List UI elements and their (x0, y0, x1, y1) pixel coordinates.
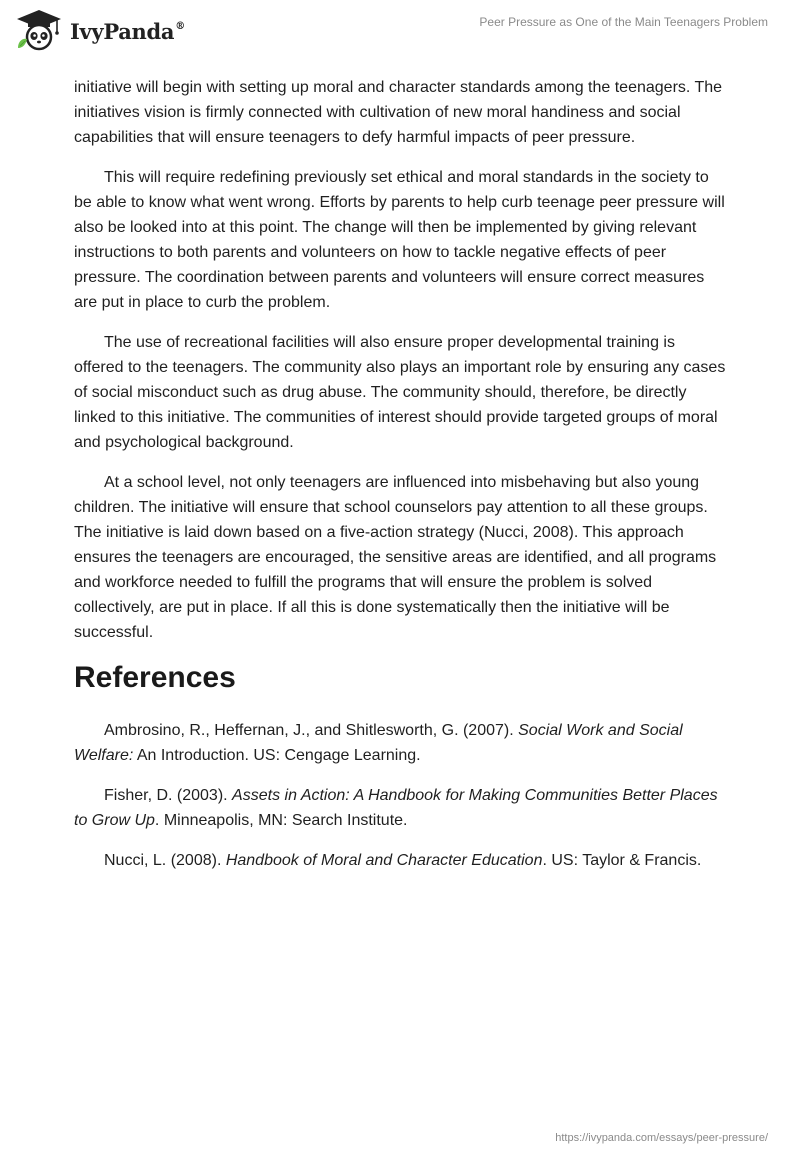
reference-publisher: . US: Taylor & Francis. (542, 852, 702, 869)
panda-graduate-icon (14, 8, 64, 52)
reference-item (74, 718, 726, 768)
reference-title: Assets in Action: A Handbook for Making Communities Better Places to Grow Up (74, 787, 718, 829)
reference-authors: Ambrosino, R., Heffernan, J., and Shitlesworth, G. (2007). (104, 722, 519, 739)
ivypanda-logo[interactable] (14, 8, 185, 52)
body-paragraph: initiative will begin with setting up moral and character standards among the teenagers. The initiatives vision is firmly connected with cultivation of new moral handiness and social capabilities that will ensure teenagers to defy harmful impacts of peer pressure. (74, 79, 723, 146)
document-body (74, 75, 726, 888)
reference-title: Handbook of Moral and Character Education (225, 852, 543, 869)
source-url-link[interactable]: https://ivypanda.com/essays/peer-pressure/ (555, 1132, 768, 1144)
reference-authors: Nucci, L. (2008). (104, 852, 226, 869)
document-title: Peer Pressure as One of the Main Teenagers Problem (479, 15, 768, 29)
body-paragraph: At a school level, not only teenagers are influenced into misbehaving but also young children. The initiative will ensure that school counselors pay attention to all these groups. The initiative is laid down based on a five-action strategy (Nucci, 2008). This approach ensures the teenagers are encouraged, the sensitive areas are identified, and all programs and workforce needed to fulfill the programs that will ensure the problem is solved collectively, are put in place. If all this is done systematically then the initiative will be successful. (74, 474, 717, 641)
body-paragraph: This will require redefining previously set ethical and moral standards in the society to be able to know what went wrong. Efforts by parents to help curb teenage peer pressure will also be looked into at this point. The change will then be implemented by giving relevant instructions to both parents and volunteers on how to tackle negative effects of peer pressure. The coordination between parents and volunteers will ensure correct measures are put in place to curb the problem. (74, 169, 725, 311)
body-paragraph: The use of recreational facilities will also ensure proper developmental training is offered to the teenagers. The community also plays an important role by ensuring any cases of social misconduct such as drug abuse. The community should, therefore, be directly linked to this initiative. The communities of interest should provide targeted groups of moral and psychological background. (74, 334, 726, 451)
reference-title: Social Work and Social Welfare: (74, 722, 683, 764)
reference-item (74, 848, 726, 873)
references-heading: References (74, 661, 236, 694)
reference-publisher: . Minneapolis, MN: Search Institute. (154, 812, 408, 829)
page-header (0, 0, 800, 62)
reference-publisher: An Introduction. US: Cengage Learning. (133, 747, 421, 764)
reference-authors: Fisher, D. (2003). (104, 787, 233, 804)
reference-item (74, 783, 726, 833)
brand-name: IvyPanda® (70, 18, 185, 44)
